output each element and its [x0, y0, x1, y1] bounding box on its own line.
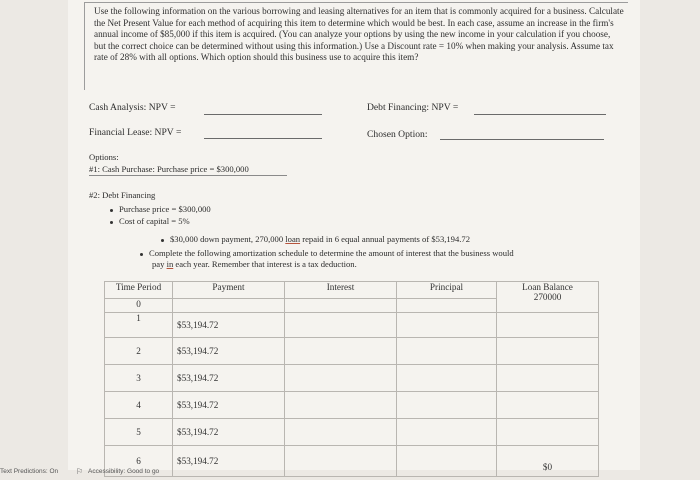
cash-npv-answer-line[interactable] [204, 114, 322, 115]
period-cell: 4 [105, 392, 173, 419]
principal-cell[interactable] [397, 313, 497, 338]
bullet-dot [140, 253, 143, 256]
payment-cell[interactable]: $53,194.72 [173, 392, 285, 419]
header-principal: Principal [397, 282, 497, 299]
period-cell: 2 [105, 338, 173, 365]
complete-line2-a: pay [152, 259, 167, 269]
principal-cell[interactable] [397, 338, 497, 365]
interest-cell[interactable] [285, 298, 397, 312]
option-1-cash-purchase: #1: Cash Purchase: Purchase price = $300,000 [89, 164, 249, 174]
cost-of-capital-text: Cost of capital = 5% [119, 216, 190, 226]
purchase-price-text: Purchase price = $300,000 [119, 204, 211, 214]
option-1-divider [89, 175, 287, 176]
table-row [105, 313, 599, 338]
complete-schedule-line-2 [152, 259, 357, 269]
payment-cell[interactable]: $53,194.72 [173, 313, 285, 338]
table-row [105, 419, 599, 446]
bullet-down-payment [161, 234, 470, 244]
cash-npv-label: Cash Analysis: NPV = [89, 102, 176, 113]
header-interest: Interest [285, 282, 397, 299]
chosen-option-answer-line[interactable] [440, 139, 604, 140]
payment-cell[interactable]: $53,194.72 [173, 338, 285, 365]
interest-cell[interactable] [285, 313, 397, 338]
bullet-cost-of-capital [110, 216, 190, 226]
table-row [105, 338, 599, 365]
interest-cell[interactable] [285, 338, 397, 365]
bullet-dot [110, 209, 113, 212]
table-row [105, 392, 599, 419]
payment-cell[interactable]: $53,194.72 [173, 446, 285, 477]
payment-cell[interactable]: $53,194.72 [173, 419, 285, 446]
period-cell: 6 [105, 446, 173, 477]
header-time-period: Time Period [105, 282, 173, 299]
complete-line2-b: each year. Remember that interest is a tax deduction. [173, 259, 357, 269]
period-cell: 3 [105, 365, 173, 392]
header-loan-balance [497, 282, 599, 313]
complete-line2-in: in [166, 259, 174, 269]
balance-cell[interactable] [497, 365, 599, 392]
chosen-option-label: Chosen Option: [367, 129, 428, 140]
initial-balance-value: 270000 [533, 292, 562, 302]
principal-cell[interactable] [397, 392, 497, 419]
accessibility-icon: ⚐ [76, 467, 84, 476]
question-box-left-border [84, 2, 85, 90]
question-box-top-border [84, 2, 628, 3]
balance-cell[interactable] [497, 338, 599, 365]
bullet-purchase-price [110, 204, 211, 214]
payment-cell[interactable] [173, 298, 285, 312]
debt-npv-answer-line[interactable] [474, 114, 606, 115]
text-predictions-status[interactable]: Text Predictions: On [0, 468, 59, 475]
interest-cell[interactable] [285, 365, 397, 392]
bullet-dot [110, 221, 113, 224]
accessibility-status[interactable]: Accessibility: Good to go [88, 468, 160, 475]
table-header-row [105, 282, 599, 299]
interest-cell[interactable] [285, 419, 397, 446]
amortization-table [104, 281, 599, 477]
header-payment: Payment [173, 282, 285, 299]
option-2-heading: #2: Debt Financing [89, 190, 156, 200]
balance-cell[interactable] [497, 419, 599, 446]
balance-cell[interactable] [497, 313, 599, 338]
debt-npv-label: Debt Financing: NPV = [367, 102, 459, 113]
table-row [105, 365, 599, 392]
interest-cell[interactable] [285, 392, 397, 419]
complete-schedule-text: Complete the following amortization schedule to determine the amount of interest that the business would [149, 248, 514, 258]
down-payment-text-b: repaid in 6 equal annual payments of $53,194.72 [300, 234, 471, 244]
bullet-complete-schedule [140, 248, 514, 258]
lease-npv-label: Financial Lease: NPV = [89, 127, 182, 138]
down-payment-loan-word: loan [285, 234, 301, 244]
payment-cell[interactable]: $53,194.72 [173, 365, 285, 392]
options-heading: Options: [89, 152, 119, 162]
question-intro: Use the following information on the various borrowing and leasing alternatives for an item that is commonly acquired for a business. Calculate the Net Present Value for each method of acquiring this item to determine which would be best. In each case, assume an increase in the firm's annual income of $85,000 if this item is acquired. (You can analyze your options by using the new income in your calculation if you choose, but the correct choice can be determined without using this information.) Use a Discount rate = 10% when making your analysis. Assume tax rate of 28% with all options. Which option should this business use to acquire this item? [94, 6, 624, 63]
balance-cell[interactable] [497, 392, 599, 419]
status-bar [0, 465, 700, 480]
principal-cell[interactable] [397, 298, 497, 312]
lease-npv-answer-line[interactable] [204, 138, 322, 139]
period-cell: 1 [105, 313, 173, 338]
period-cell: 5 [105, 419, 173, 446]
period-cell: 0 [105, 298, 173, 312]
loan-balance-label: Loan Balance [522, 282, 573, 292]
final-balance-cell[interactable]: $0 [497, 446, 599, 477]
down-payment-text-a: $30,000 down payment, 270,000 [170, 234, 286, 244]
bullet-dot [161, 239, 164, 242]
principal-cell[interactable] [397, 419, 497, 446]
principal-cell[interactable] [397, 365, 497, 392]
